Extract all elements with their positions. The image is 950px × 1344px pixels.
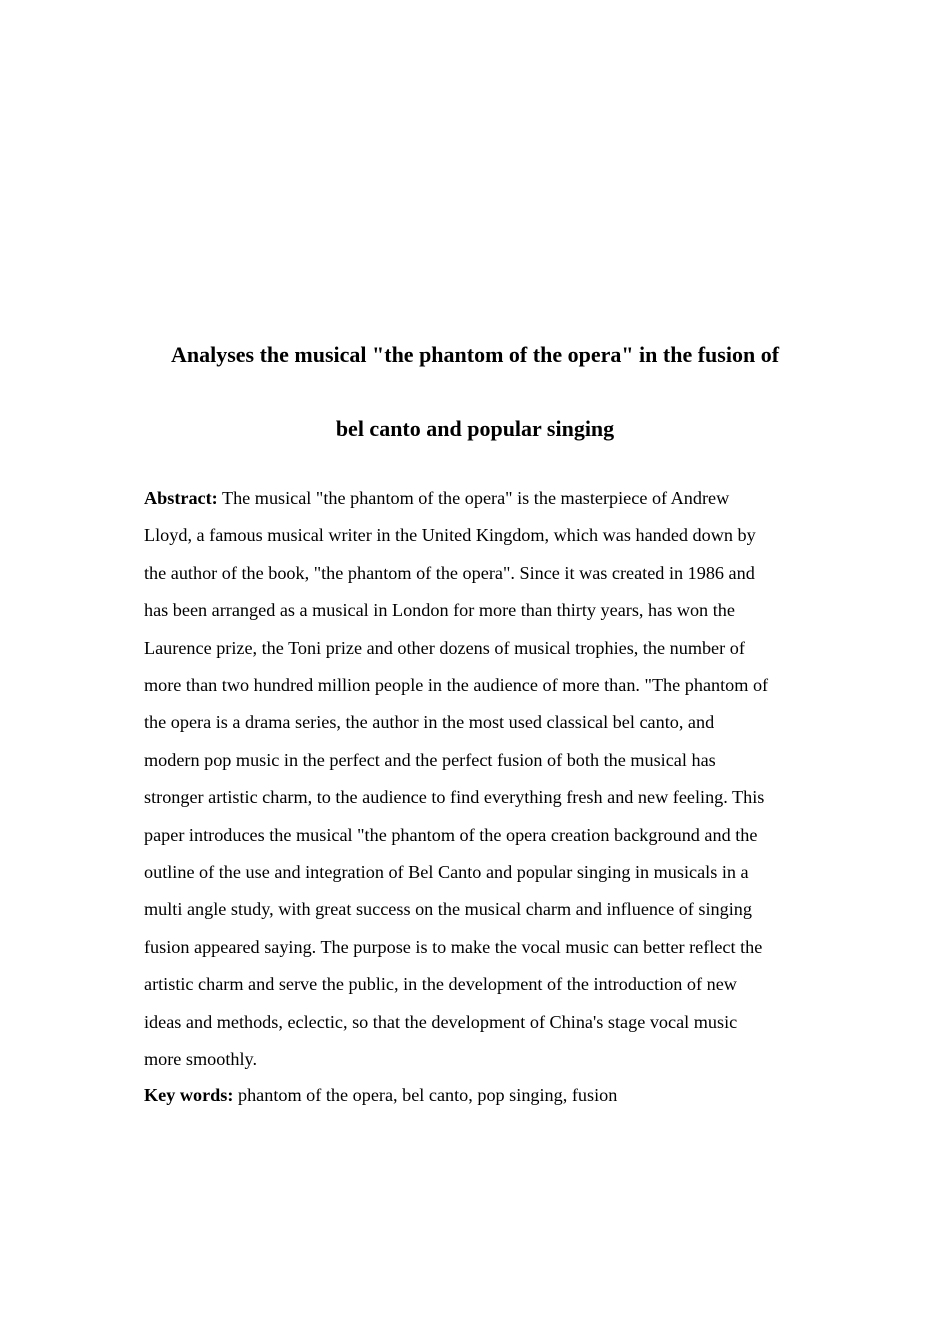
keywords-text: phantom of the opera, bel canto, pop singing, fusion	[233, 1085, 618, 1105]
title-line-1: Analyses the musical "the phantom of the opera" in the fusion of	[170, 342, 780, 367]
abstract-paragraph	[144, 480, 808, 1079]
title-line-2: bel canto and popular singing	[335, 416, 615, 441]
abstract-line: stronger artistic charm, to the audience to find everything fresh and new feeling. This	[144, 787, 765, 808]
abstract-line: paper introduces the musical "the phantom of the opera creation background and the	[144, 824, 758, 845]
abstract-line: artistic charm and serve the public, in the development of the introduction of new	[144, 974, 737, 995]
abstract-line: more smoothly.	[144, 1049, 257, 1070]
abstract-line: Lloyd, a famous musical writer in the United Kingdom, which was handed down by	[144, 525, 756, 546]
abstract-line: the author of the book, "the phantom of the opera". Since it was created in 1986 and	[144, 562, 755, 583]
abstract-line: Laurence prize, the Toni prize and other dozens of musical trophies, the number of	[144, 637, 745, 658]
abstract-label: Abstract:	[144, 488, 218, 508]
abstract-line: modern pop music in the perfect and the perfect fusion of both the musical has	[144, 749, 716, 770]
abstract-line: ideas and methods, eclectic, so that the development of China's stage vocal music	[144, 1011, 738, 1032]
keywords-paragraph	[144, 1080, 808, 1110]
abstract-line: more than two hundred million people in the audience of more than. "The phantom of	[144, 675, 769, 696]
abstract-line: fusion appeared saying. The purpose is to make the vocal music can better reflect the	[144, 936, 763, 957]
abstract-text: The musical "the phantom of the opera" is the masterpiece of Andrew	[217, 488, 730, 508]
abstract-line: multi angle study, with great success on the musical charm and influence of singing	[144, 899, 752, 920]
abstract-line: outline of the use and integration of Bel Canto and popular singing in musicals in a	[144, 862, 749, 883]
abstract-line: the opera is a drama series, the author in the most used classical bel canto, and	[144, 712, 715, 733]
keywords-label: Key words:	[144, 1085, 234, 1105]
paper-title	[0, 318, 950, 466]
abstract-line: has been arranged as a musical in London for more than thirty years, has won the	[144, 600, 735, 621]
abstract-line	[144, 480, 808, 517]
